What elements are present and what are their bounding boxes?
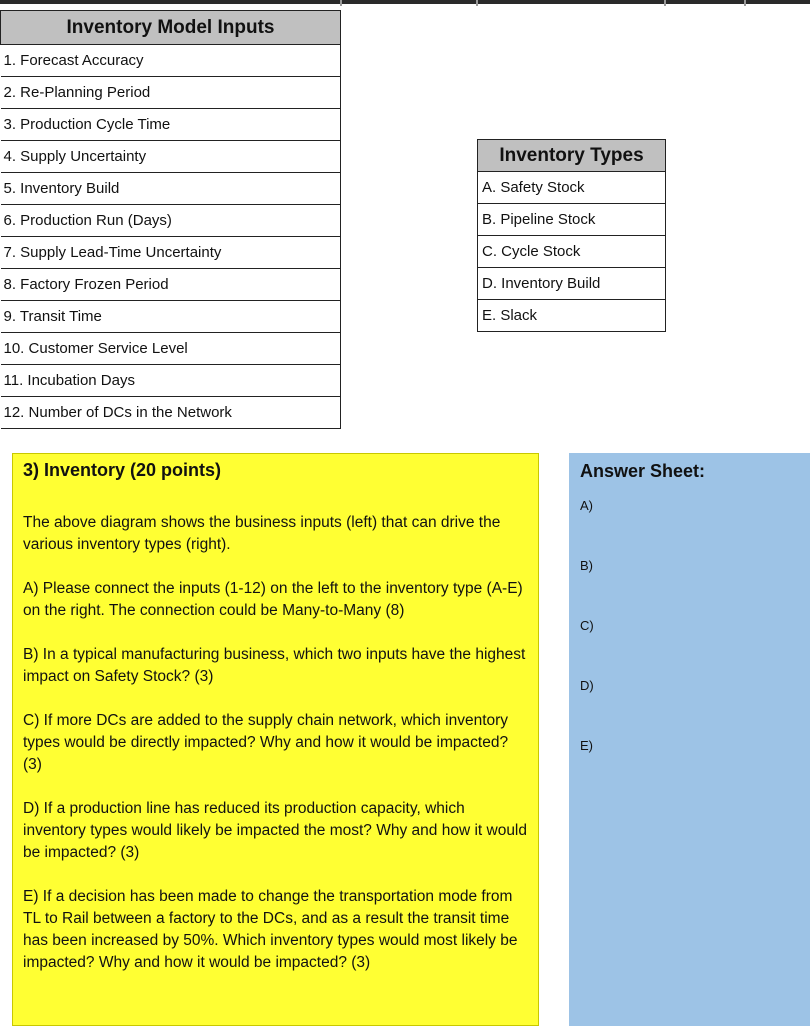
answer-e[interactable]: E) xyxy=(580,738,593,753)
answer-b[interactable]: B) xyxy=(580,558,593,573)
question-intro: The above diagram shows the business inputs (left) that can drive the various inventory types (right). xyxy=(23,514,501,553)
types-table-title: Inventory Types xyxy=(478,140,666,172)
inputs-table-title: Inventory Model Inputs xyxy=(1,11,341,45)
question-title: 3) Inventory (20 points) xyxy=(23,460,222,480)
sheet-top-border xyxy=(0,0,810,4)
column-divider xyxy=(744,0,746,6)
column-divider xyxy=(476,0,478,6)
type-row[interactable]: E. Slack xyxy=(478,300,666,332)
type-row[interactable]: C. Cycle Stock xyxy=(478,236,666,268)
inventory-model-inputs-table xyxy=(0,10,341,429)
input-row[interactable]: 9. Transit Time xyxy=(1,301,341,333)
input-row[interactable]: 3. Production Cycle Time xyxy=(1,109,341,141)
inventory-types-table xyxy=(477,139,666,332)
input-row[interactable]: 5. Inventory Build xyxy=(1,173,341,205)
input-row[interactable]: 8. Factory Frozen Period xyxy=(1,269,341,301)
question-part-d: D) If a production line has reduced its production capacity, which inventory types would likely be impacted the most? Why and how it would be impacted? (3) xyxy=(23,800,527,861)
type-row[interactable]: B. Pipeline Stock xyxy=(478,204,666,236)
question-part-b: B) In a typical manufacturing business, which two inputs have the highest impact on Safety Stock? (3) xyxy=(23,646,526,685)
question-box xyxy=(12,453,539,1026)
type-row[interactable]: D. Inventory Build xyxy=(478,268,666,300)
answer-a[interactable]: A) xyxy=(580,498,593,513)
input-row[interactable]: 2. Re-Planning Period xyxy=(1,77,341,109)
answer-sheet[interactable] xyxy=(569,453,810,1026)
answer-c[interactable]: C) xyxy=(580,618,594,633)
question-part-c: C) If more DCs are added to the supply chain network, which inventory types would be directly impacted? Why and how it would be impacted? (3) xyxy=(23,712,509,773)
input-row[interactable]: 12. Number of DCs in the Network xyxy=(1,397,341,429)
input-row[interactable]: 11. Incubation Days xyxy=(1,365,341,397)
input-row[interactable]: 1. Forecast Accuracy xyxy=(1,45,341,77)
input-row[interactable]: 10. Customer Service Level xyxy=(1,333,341,365)
input-row[interactable]: 4. Supply Uncertainty xyxy=(1,141,341,173)
question-part-e: E) If a decision has been made to change the transportation mode from TL to Rail between a factory to the DCs, and as a result the transit time has been increased by 50%. Which inventory types would most likely be impacted? Why and how it would be impacted? (3) xyxy=(23,888,518,971)
input-row[interactable]: 6. Production Run (Days) xyxy=(1,205,341,237)
input-row[interactable]: 7. Supply Lead-Time Uncertainty xyxy=(1,237,341,269)
column-divider xyxy=(340,0,342,6)
answer-sheet-title: Answer Sheet: xyxy=(580,461,706,481)
column-divider xyxy=(664,0,666,6)
type-row[interactable]: A. Safety Stock xyxy=(478,172,666,204)
question-part-a: A) Please connect the inputs (1-12) on the left to the inventory type (A-E) on the right. The connection could be Many-to-Many (8) xyxy=(23,580,523,619)
answer-d[interactable]: D) xyxy=(580,678,594,693)
